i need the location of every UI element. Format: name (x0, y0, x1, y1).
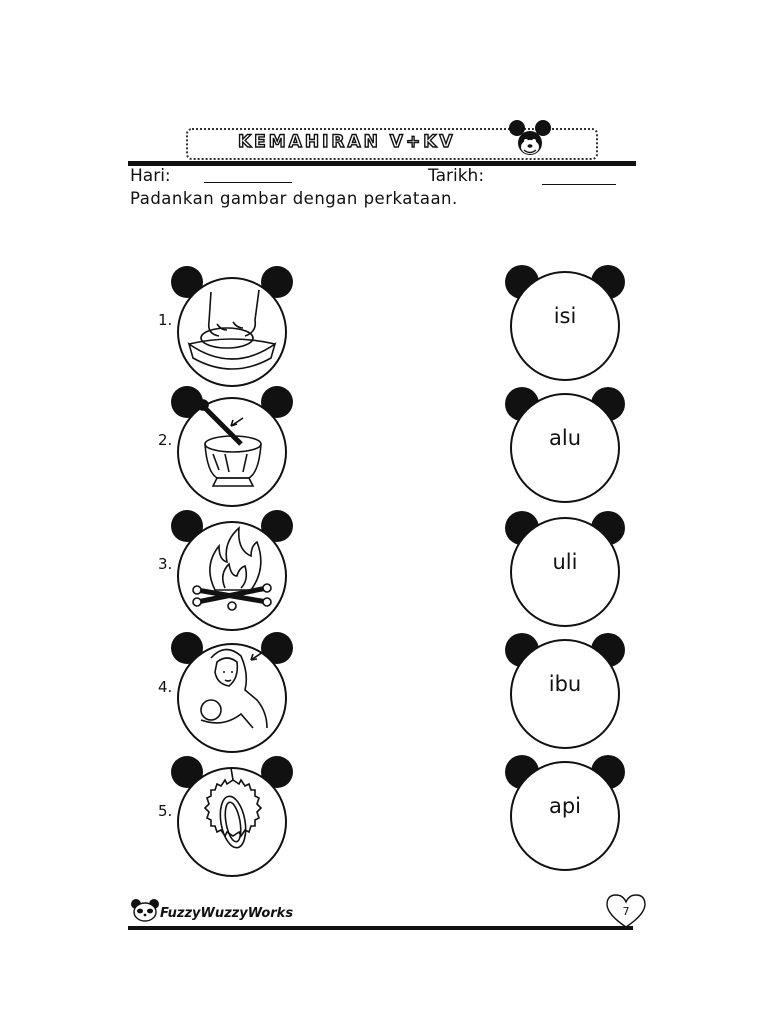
hari-label: Hari: (130, 166, 171, 186)
header-rule (128, 161, 636, 166)
title-banner (186, 128, 598, 160)
word-label: uli (552, 550, 578, 574)
mouse-mascot-icon (508, 118, 552, 162)
picture-item-1[interactable] (167, 262, 297, 392)
page-number: 7 (622, 905, 630, 918)
word-item-5[interactable] (500, 750, 630, 874)
tarikh-answer-line[interactable] (542, 184, 616, 185)
item-number: 3. (158, 555, 173, 573)
item-number: 4. (158, 678, 173, 696)
word-item-2[interactable] (500, 382, 630, 506)
panda-logo-icon (130, 898, 160, 922)
word-item-4[interactable] (500, 628, 630, 752)
picture-item-2[interactable] (167, 382, 297, 512)
word-label: api (548, 794, 582, 818)
tarikh-label: Tarikh: (428, 166, 485, 186)
footer-rule (128, 926, 633, 930)
hari-answer-line[interactable] (204, 182, 292, 183)
item-number: 5. (158, 802, 173, 820)
item-number: 2. (158, 431, 173, 449)
item-number: 1. (158, 311, 173, 329)
word-item-1[interactable] (500, 260, 630, 384)
picture-item-4[interactable] (167, 628, 297, 758)
brand-name: FuzzyWuzzyWorks (160, 906, 294, 921)
page-title: KEMAHIRAN V+KV (238, 132, 456, 152)
instruction-text: Padankan gambar dengan perkataan. (130, 189, 458, 208)
word-label: alu (548, 426, 581, 450)
picture-item-5[interactable] (167, 752, 297, 882)
word-label: isi (553, 304, 577, 328)
word-label: ibu (548, 672, 582, 696)
word-item-3[interactable] (500, 506, 630, 630)
picture-item-3[interactable] (167, 506, 297, 636)
